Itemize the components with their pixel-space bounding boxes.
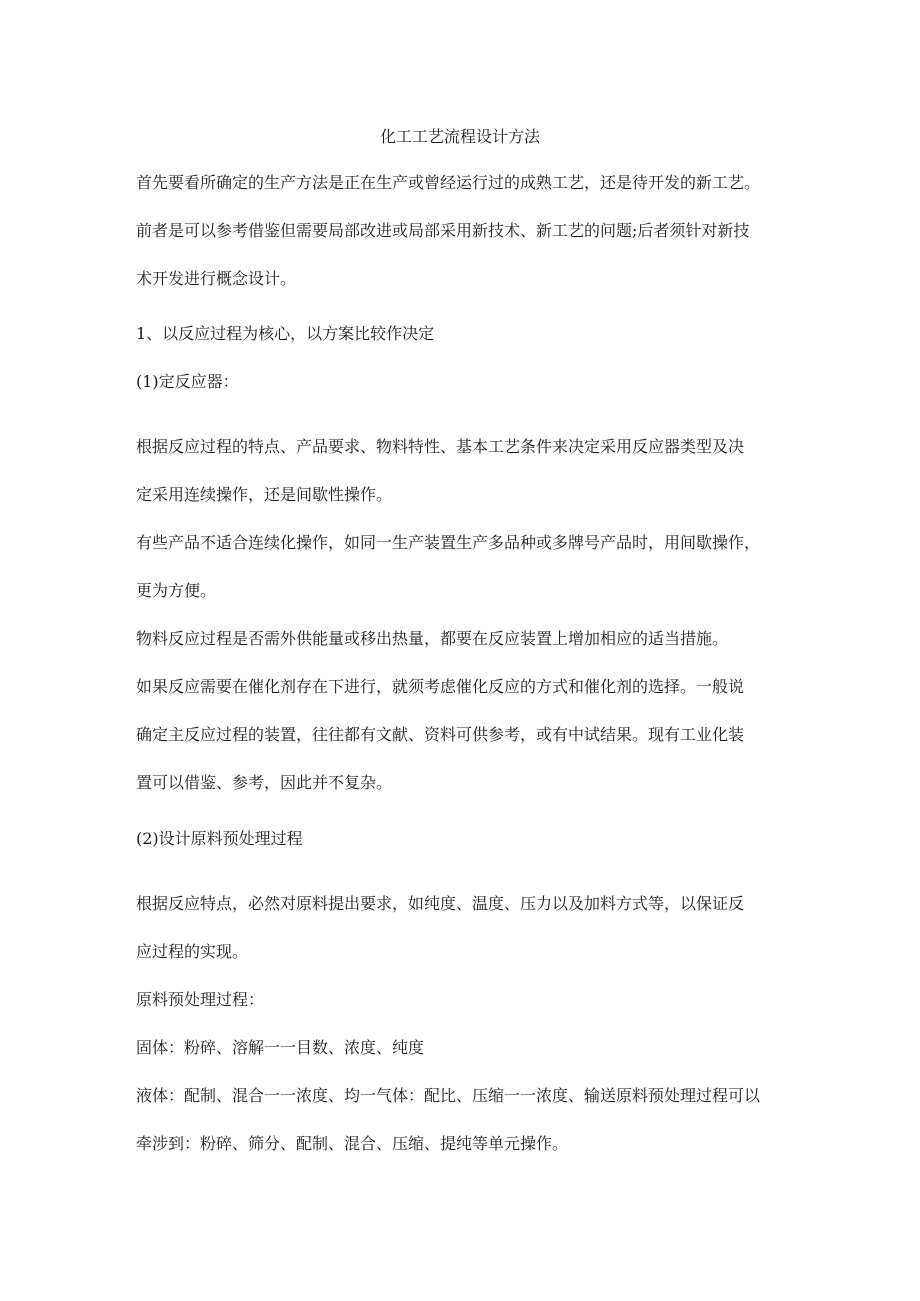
paragraph-line: 牵涉到：粉碎、筛分、配制、混合、压缩、提纯等单元操作。 — [136, 1134, 569, 1153]
subsection-heading: (1)定反应器： — [136, 372, 239, 391]
paragraph-line: 原料预处理过程： — [136, 990, 265, 1009]
paragraph-line: 置可以借鉴、参考，因此并不复杂。 — [136, 773, 393, 792]
paragraph-line: 前者是可以参考借鉴但需要局部改进或局部采用新技术、新工艺的问题;后者须针对新技 — [136, 221, 750, 240]
paragraph-line: 如果反应需要在催化剂存在下进行，就须考虑催化反应的方式和催化剂的选择。一般说 — [136, 677, 745, 696]
paragraph-line: 更为方便。 — [136, 581, 217, 600]
paragraph-line: 有些产品不适合连续化操作，如同一生产装置生产多品种或多牌号产品时，用间歇操作， — [136, 533, 761, 552]
paragraph-line: 应过程的实现。 — [136, 942, 249, 961]
paragraph-line: 根据反应过程的特点、产品要求、物料特性、基本工艺条件来决定采用反应器类型及决 — [136, 437, 745, 456]
document-title: 化工工艺流程设计方法 — [379, 127, 540, 146]
paragraph-line: 首先要看所确定的生产方法是正在生产或曾经运行过的成熟工艺，还是待开发的新工艺。 — [136, 173, 761, 192]
paragraph-line: 定采用连续操作，还是间歇性操作。 — [136, 485, 393, 504]
paragraph-line: 确定主反应过程的装置，往往都有文献、资料可供参考，或有中试结果。现有工业化装 — [136, 725, 745, 744]
subsection-heading: (2)设计原料预处理过程 — [136, 829, 303, 848]
paragraph-line: 物料反应过程是否需外供能量或移出热量，都要在反应装置上增加相应的适当措施。 — [136, 629, 729, 648]
paragraph-line: 术开发进行概念设计。 — [136, 269, 297, 288]
section-heading: 1、以反应过程为核心，以方案比较作决定 — [136, 324, 435, 343]
paragraph-line: 液体：配制、混合一一浓度、均一气体：配比、压缩一一浓度、输送原料预处理过程可以 — [136, 1086, 761, 1105]
paragraph-line: 根据反应特点，必然对原料提出要求，如纯度、温度、压力以及加料方式等，以保证反 — [136, 894, 745, 913]
paragraph-line: 固体：粉碎、溶解一一目数、浓度、纯度 — [136, 1038, 425, 1057]
